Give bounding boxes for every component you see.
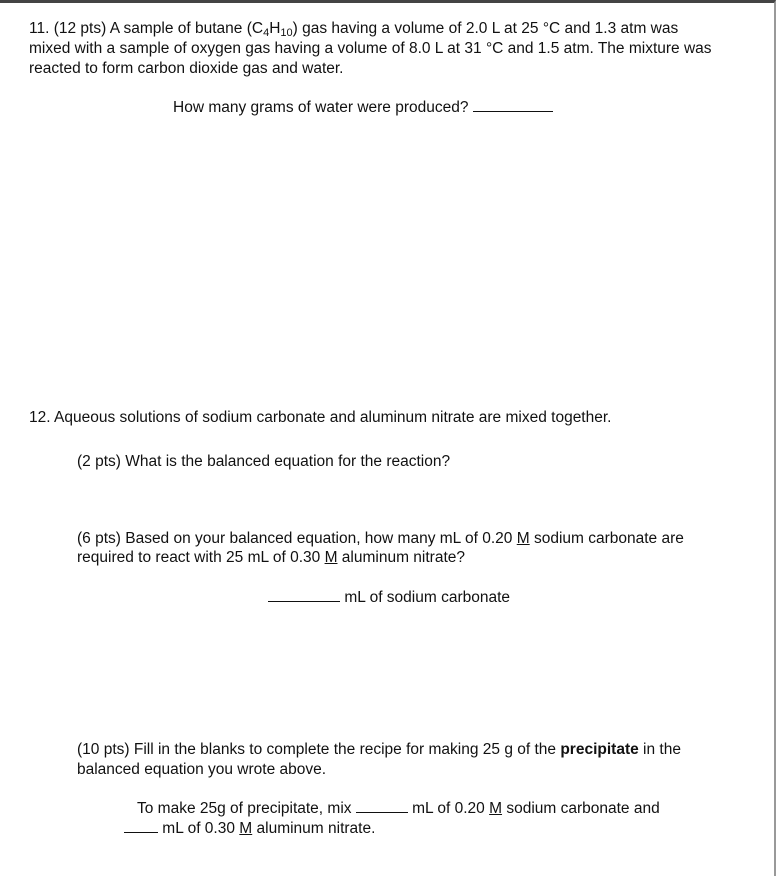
q12-part-c-line-1-text-b: in the xyxy=(638,741,681,758)
q12-part-b-answer xyxy=(268,587,510,608)
q12-recipe-line-1-text-b: mL of 0.20 xyxy=(407,800,490,817)
q12-recipe-blank-2[interactable] xyxy=(124,818,158,833)
precipitate-emphasis: precipitate xyxy=(560,741,639,758)
q11-subscript-4: 4 xyxy=(263,27,270,39)
q12-part-b-line-1-text-b: sodium carbonate are xyxy=(529,530,684,547)
q11-line-3: reacted to form carbon dioxide gas and water. xyxy=(29,60,344,77)
q12-part-b-answer-blank[interactable] xyxy=(268,587,340,602)
molar-unit: M xyxy=(324,549,338,566)
q12-part-c-line-1-text-a: (10 pts) Fill in the blanks to complete the recipe for making 25 g of the xyxy=(77,741,561,758)
q11-line-1-text-a: 11. (12 pts) A sample of butane (C xyxy=(29,20,264,37)
q12-part-c-line-2: balanced equation you wrote above. xyxy=(77,761,327,778)
molar-unit: M xyxy=(489,800,503,817)
q12-intro: 12. Aqueous solutions of sodium carbonate and aluminum nitrate are mixed together. xyxy=(29,409,612,426)
q12-part-b-line-2 xyxy=(77,548,465,568)
q11-subscript-10: 10 xyxy=(280,27,293,39)
q11-line-1 xyxy=(29,19,678,39)
q12-recipe-line-1 xyxy=(137,798,660,819)
q11-question xyxy=(173,97,553,118)
q12-part-c-line-1 xyxy=(77,740,681,760)
q12-recipe-line-1-text-a: To make 25g of precipitate, mix xyxy=(137,800,356,817)
molar-unit: M xyxy=(516,530,530,547)
q12-recipe-line-1-text-c: sodium carbonate and xyxy=(502,800,660,817)
q12-recipe-line-2 xyxy=(124,818,375,839)
molar-unit: M xyxy=(239,820,253,837)
q11-line-1-text-c: ) gas having a volume of 2.0 L at 25 °C and 1.3 atm was xyxy=(292,20,679,37)
q12-part-a: (2 pts) What is the balanced equation for the reaction? xyxy=(77,453,451,470)
q12-part-b-line-2-text-a: required to react with 25 mL of 0.30 xyxy=(77,549,325,566)
q11-line-1-text-b: H xyxy=(269,20,281,37)
q11-line-2: mixed with a sample of oxygen gas having a volume of 8.0 L at 31 °C and 1.5 atm. The mixture was xyxy=(29,40,712,57)
q12-recipe-blank-1[interactable] xyxy=(356,798,408,813)
q12-part-b-answer-label: mL of sodium carbonate xyxy=(344,589,511,606)
q12-part-b-line-2-text-b: aluminum nitrate? xyxy=(337,549,465,566)
q12-part-b-line-1 xyxy=(77,529,684,549)
q11-answer-blank[interactable] xyxy=(473,97,553,112)
q11-question-text: How many grams of water were produced? xyxy=(173,99,469,116)
q12-part-b-line-1-text-a: (6 pts) Based on your balanced equation, how many mL of 0.20 xyxy=(77,530,517,547)
q12-recipe-line-2-text-b: aluminum nitrate. xyxy=(252,820,376,837)
q12-recipe-line-2-text-a: mL of 0.30 xyxy=(158,820,240,837)
